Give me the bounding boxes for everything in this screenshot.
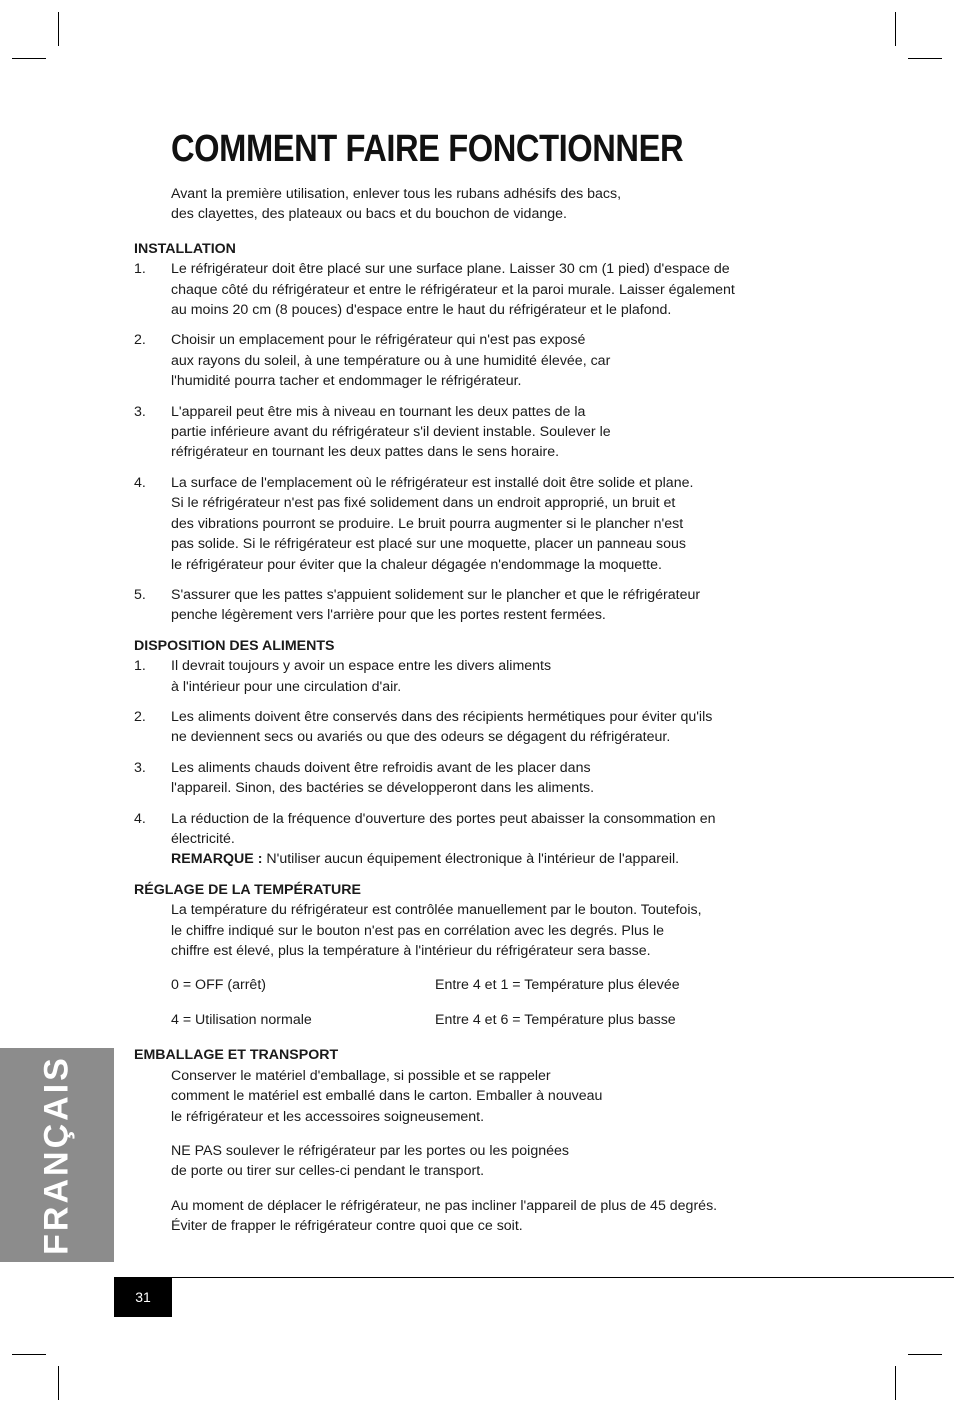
- crop-mark: [895, 12, 896, 46]
- item-line: chaque côté du réfrigérateur et entre le réfrigérateur et la paroi murale. Laisser également: [171, 281, 735, 298]
- list-item: [134, 656, 824, 697]
- packing-heading: EMBALLAGE ET TRANSPORT: [134, 1047, 339, 1064]
- crop-mark: [58, 1366, 59, 1400]
- temperature-table: [134, 975, 824, 1045]
- packing-line: comment le matériel est emballé dans le carton. Emballer à nouveau: [171, 1088, 603, 1105]
- list-item: [134, 259, 824, 320]
- crop-mark: [908, 1354, 942, 1355]
- intro-line: Avant la première utilisation, enlever tous les rubans adhésifs des bacs,: [171, 186, 622, 202]
- crop-mark: [58, 12, 59, 46]
- page-number: 31: [114, 1277, 172, 1317]
- item-line: à l'intérieur pour une circulation d'air.: [171, 678, 402, 695]
- item-line: partie inférieure avant du réfrigérateur s'il devient instable. Soulever le: [171, 424, 611, 441]
- item-line: des vibrations pourront se produire. Le bruit pourra augmenter si le plancher n'est: [171, 515, 684, 532]
- list-item: [134, 585, 824, 626]
- note-text: N'utiliser aucun équipement électronique à l'intérieur de l'appareil.: [262, 851, 680, 868]
- temperature-line: le chiffre indiqué sur le bouton n'est pas en corrélation avec les degrés. Plus le: [171, 922, 664, 939]
- item-number: 2.: [134, 332, 146, 349]
- food-list: [134, 656, 824, 849]
- list-item: [134, 402, 824, 463]
- item-line: Le réfrigérateur doit être placé sur une surface plane. Laisser 30 cm (1 pied) d'espace de: [171, 261, 730, 278]
- language-tab: [0, 1048, 114, 1262]
- item-line: penche légèrement vers l'arrière pour que les portes restent fermées.: [171, 607, 606, 624]
- item-line: Si le réfrigérateur n'est pas fixé solidement dans un endroit approprié, un bruit et: [171, 495, 676, 512]
- item-number: 1.: [134, 658, 146, 675]
- list-item: [134, 707, 824, 748]
- temperature-line: chiffre est élevé, plus la température à l'intérieur du réfrigérateur sera basse.: [171, 943, 651, 959]
- item-number: 3.: [134, 403, 146, 420]
- item-line: aux rayons du soleil, à une température ou à une humidité élevée, car: [171, 352, 611, 369]
- installation-heading: INSTALLATION: [134, 240, 236, 257]
- table-cell: 4 = Utilisation normale: [171, 1012, 312, 1029]
- table-cell: Entre 4 et 1 = Température plus élevée: [435, 977, 680, 994]
- crop-mark: [908, 58, 942, 59]
- item-line: ne deviennent secs ou avariés ou que des odeurs se dégagent du réfrigérateur.: [171, 729, 671, 746]
- item-number: 4.: [134, 474, 146, 491]
- item-line: Choisir un emplacement pour le réfrigérateur qui n'est pas exposé: [171, 332, 586, 349]
- table-cell: Entre 4 et 6 = Température plus basse: [435, 1012, 676, 1029]
- item-line: le réfrigérateur pour éviter que la chaleur dégagée n'endommage la moquette.: [171, 556, 662, 573]
- item-number: 4.: [134, 810, 146, 827]
- item-line: La réduction de la fréquence d'ouverture des portes peut abaisser la consommation en: [171, 810, 716, 827]
- packing-line: Conserver le matériel d'emballage, si possible et se rappeler: [171, 1067, 551, 1084]
- food-heading: DISPOSITION DES ALIMENTS: [134, 637, 335, 654]
- crop-mark: [12, 1354, 46, 1355]
- packing-line: le réfrigérateur et les accessoires soigneusement.: [171, 1108, 485, 1125]
- item-line: La surface de l'emplacement où le réfrigérateur est installé doit être solide et plane.: [171, 474, 694, 491]
- table-cell: 0 = OFF (arrêt): [171, 977, 266, 994]
- item-line: électricité.: [171, 830, 235, 847]
- language-label: FRANÇAIS: [37, 1055, 76, 1255]
- note-label: REMARQUE :: [171, 851, 263, 868]
- crop-mark: [895, 1366, 896, 1400]
- list-item: [134, 330, 824, 391]
- crop-mark: [12, 58, 46, 59]
- item-line: Les aliments chauds doivent être refroidis avant de les placer dans: [171, 759, 591, 776]
- table-row: [171, 1010, 824, 1045]
- item-line: Les aliments doivent être conservés dans des récipients hermétiques pour éviter qu'ils: [171, 708, 713, 725]
- item-number: 1.: [134, 261, 146, 278]
- item-line: l'appareil. Sinon, des bactéries se développeront dans les aliments.: [171, 780, 595, 797]
- packing-line: Éviter de frapper le réfrigérateur contre quoi que ce soit.: [171, 1218, 523, 1235]
- list-item: [134, 809, 824, 850]
- item-line: au moins 20 cm (8 pouces) d'espace entre le haut du réfrigérateur et le plafond.: [171, 302, 672, 319]
- item-number: 5.: [134, 586, 146, 603]
- list-item: [134, 758, 824, 799]
- item-line: Il devrait toujours y avoir un espace entre les divers aliments: [171, 658, 552, 675]
- item-number: 2.: [134, 708, 146, 725]
- item-line: pas solide. Si le réfrigérateur est placé sur une moquette, placer un panneau sous: [171, 536, 687, 553]
- footer-rule: [114, 1277, 954, 1278]
- packing-line: de porte ou tirer sur celles-ci pendant le transport.: [171, 1163, 485, 1180]
- note: [134, 849, 824, 869]
- table-row: [171, 975, 824, 1010]
- packing-line: NE PAS soulever le réfrigérateur par les portes ou les poignées: [171, 1143, 569, 1160]
- list-item: [134, 473, 824, 575]
- item-line: réfrigérateur en tournant les deux pattes dans le sens horaire.: [171, 444, 560, 461]
- item-line: l'humidité pourra tacher et endommager le réfrigérateur.: [171, 373, 522, 390]
- installation-list: [134, 259, 824, 626]
- item-number: 3.: [134, 759, 146, 776]
- item-line: S'assurer que les pattes s'appuient solidement sur le plancher et que le réfrigérateur: [171, 586, 701, 603]
- main-content: [134, 184, 824, 1237]
- temperature-heading: RÉGLAGE DE LA TEMPÉRATURE: [134, 881, 362, 898]
- page-title: COMMENT FAIRE FONCTIONNER: [171, 128, 684, 170]
- packing-line: Au moment de déplacer le réfrigérateur, ne pas incliner l'appareil de plus de 45 degrés.: [171, 1197, 718, 1214]
- temperature-line: La température du réfrigérateur est contrôlée manuellement par le bouton. Toutefois,: [171, 902, 702, 919]
- intro-line: des clayettes, des plateaux ou bacs et du bouchon de vidange.: [171, 206, 567, 223]
- item-line: L'appareil peut être mis à niveau en tournant les deux pattes de la: [171, 403, 586, 420]
